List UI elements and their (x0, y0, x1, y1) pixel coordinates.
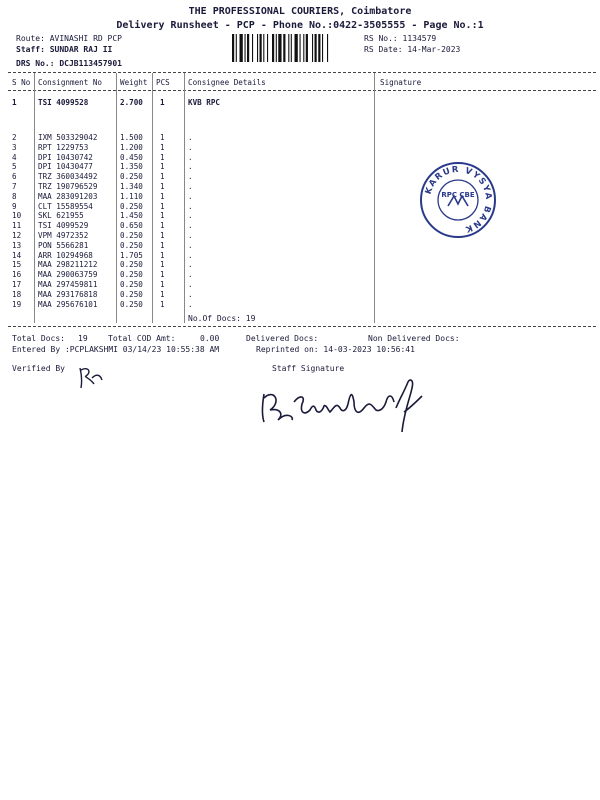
bank-seal-stamp (418, 160, 498, 240)
column-header-pcs: PCS (156, 78, 170, 87)
rs-date: RS Date: 14-Mar-2023 (364, 45, 461, 54)
table-row (0, 153, 600, 162)
table-row (0, 270, 600, 279)
row-consignee-details: . (188, 299, 193, 309)
no-of-docs: No.Of Docs: 19 (188, 314, 256, 323)
column-header-consignment: Consignment No (38, 78, 103, 87)
reprinted-on: Reprinted on: 14-03-2023 10:56:41 (256, 345, 415, 354)
row-consignee-details: KVB RPC (188, 98, 221, 107)
row-pcs: 1 (160, 260, 165, 270)
row-consignment-number: ARR 10294968 (38, 250, 93, 260)
row-consignment-number: MAA 290063759 (38, 270, 98, 280)
row-weight: 0.250 (120, 240, 143, 250)
row-weight: 0.250 (120, 172, 143, 182)
row-pcs: 1 (160, 201, 165, 211)
row-consignment-number: DPI 10430477 (38, 162, 93, 172)
row-consignment-number: MAA 295676101 (38, 299, 98, 309)
staff-signature-label: Staff Signature (272, 364, 345, 373)
table-row (0, 280, 600, 289)
svg-text:RPC CBE: RPC CBE (441, 191, 475, 199)
delivered-docs-label: Delivered Docs: (246, 334, 319, 343)
row-serial-number: 1 (12, 98, 17, 107)
row-consignment-number: VPM 4972352 (38, 231, 89, 240)
table-row (0, 290, 600, 299)
row-consignment-number: PON 5566281 (38, 240, 89, 250)
row-consignment-number: MAA 298211212 (38, 260, 98, 270)
row-pcs: 1 (160, 152, 165, 162)
row-consignee-details: . (188, 231, 193, 240)
row-pcs: 1 (160, 172, 165, 182)
row-consignment-number: DPI 10430742 (38, 152, 93, 162)
row-consignee-details: . (188, 270, 193, 280)
row-weight: 1.500 (120, 133, 143, 142)
table-row (0, 211, 600, 220)
row-consignment-number: SKL 621955 (38, 211, 84, 221)
row-pcs: 1 (160, 191, 165, 201)
row-pcs: 1 (160, 182, 165, 191)
barcode-image (232, 34, 356, 62)
row-pcs: 1 (160, 221, 165, 231)
row-serial-number: 17 (12, 280, 22, 289)
row-serial-number: 9 (12, 201, 17, 211)
table-row (0, 260, 600, 269)
row-weight: 0.250 (120, 231, 143, 240)
row-weight: 1.705 (120, 250, 143, 260)
rs-number: RS No.: 1134579 (364, 34, 437, 43)
total-docs-value: 19 (78, 334, 88, 343)
row-serial-number: 19 (12, 299, 22, 309)
table-row (0, 143, 600, 152)
row-pcs: 1 (160, 231, 165, 240)
row-consignee-details: . (188, 289, 193, 299)
row-pcs: 1 (160, 270, 165, 280)
table-row (0, 172, 600, 181)
row-weight: 0.250 (120, 299, 143, 309)
row-consignment-number: RPT 1229753 (38, 142, 89, 152)
row-pcs: 1 (160, 211, 165, 221)
row-consignee-details: . (188, 172, 193, 182)
row-serial-number: 5 (12, 162, 17, 172)
row-consignee-details: . (188, 240, 193, 250)
row-consignment-number: MAA 297459811 (38, 280, 98, 289)
row-weight: 0.250 (120, 289, 143, 299)
table-row (0, 182, 600, 191)
row-consignee-details: . (188, 162, 193, 172)
row-weight: 0.250 (120, 280, 143, 289)
row-serial-number: 2 (12, 133, 17, 142)
total-cod-value: 0.00 (200, 334, 220, 343)
row-consignment-number: TSI 4099529 (38, 221, 89, 231)
row-serial-number: 15 (12, 260, 22, 270)
row-pcs: 1 (160, 280, 165, 289)
table-row (0, 98, 600, 107)
row-consignee-details: . (188, 133, 193, 142)
row-serial-number: 18 (12, 289, 22, 299)
row-consignee-details: . (188, 201, 193, 211)
staff-text: Staff: SUNDAR RAJ II (16, 45, 113, 54)
row-serial-number: 12 (12, 231, 22, 240)
verified-by-label: Verified By (12, 364, 65, 373)
row-consignee-details: . (188, 142, 193, 152)
table-header-rule (8, 90, 596, 91)
row-serial-number: 14 (12, 250, 22, 260)
row-weight: 1.110 (120, 191, 143, 201)
column-header-sno: S No (12, 78, 31, 87)
row-weight: 0.450 (120, 152, 143, 162)
row-weight: 1.200 (120, 142, 143, 152)
column-header-signature: Signature (380, 78, 422, 87)
drs-number: DRS No.: DCJB113457901 (16, 59, 122, 68)
row-consignment-number: MAA 283091203 (38, 191, 98, 201)
row-consignee-details: . (188, 182, 193, 191)
row-serial-number: 3 (12, 142, 17, 152)
table-row (0, 221, 600, 230)
runsheet-subtitle: Delivery Runsheet - PCP - Phone No.:0422-3505555 - Page No.:1 (116, 20, 484, 31)
row-consignee-details: . (188, 280, 193, 289)
row-serial-number: 11 (12, 221, 22, 231)
table-row (0, 251, 600, 260)
total-cod-label: Total COD Amt: (108, 334, 176, 343)
row-weight: 0.650 (120, 221, 143, 231)
table-row (0, 300, 600, 309)
row-consignee-details: . (188, 260, 193, 270)
row-serial-number: 8 (12, 191, 17, 201)
staff-handwritten-signature (254, 372, 444, 436)
row-consignee-details: . (188, 152, 193, 162)
row-pcs: 1 (160, 162, 165, 172)
total-docs-label: Total Docs: (12, 334, 65, 343)
non-delivered-docs-label: Non Delivered Docs: (368, 334, 460, 343)
table-row (0, 192, 600, 201)
row-consignment-number: TRZ 360034492 (38, 172, 98, 182)
row-pcs: 1 (160, 98, 165, 107)
table-header-row (0, 78, 600, 87)
row-weight: 0.250 (120, 270, 143, 280)
document-title: THE PROFESSIONAL COURIERS, Coimbatore (188, 6, 412, 17)
table-row (0, 162, 600, 171)
row-pcs: 1 (160, 299, 165, 309)
column-header-weight: Weight (120, 78, 148, 87)
row-consignment-number: TSI 4099528 (38, 98, 89, 107)
row-serial-number: 10 (12, 211, 22, 221)
route-text: Route: AVINASHI RD PCP (16, 34, 122, 43)
row-serial-number: 13 (12, 240, 22, 250)
row-serial-number: 16 (12, 270, 22, 280)
row-weight: 1.450 (120, 211, 143, 221)
row-weight: 1.350 (120, 162, 143, 172)
row-pcs: 1 (160, 133, 165, 142)
row-consignment-number: TRZ 190796529 (38, 182, 98, 191)
table-row (0, 241, 600, 250)
row-consignee-details: . (188, 211, 193, 221)
row-consignment-number: IXM 503329042 (38, 133, 98, 142)
verifier-initial-signature (76, 364, 108, 390)
row-weight: 1.340 (120, 182, 143, 191)
table-row (0, 231, 600, 240)
row-pcs: 1 (160, 289, 165, 299)
row-pcs: 1 (160, 250, 165, 260)
row-consignee-details: . (188, 191, 193, 201)
row-weight: 0.250 (120, 260, 143, 270)
row-serial-number: 6 (12, 172, 17, 182)
table-row (0, 133, 600, 142)
row-consignment-number: CLT 15589554 (38, 201, 93, 211)
row-consignment-number: MAA 293176818 (38, 289, 98, 299)
row-pcs: 1 (160, 142, 165, 152)
row-weight: 2.700 (120, 98, 143, 107)
column-header-consignee: Consignee Details (188, 78, 266, 87)
table-row (0, 202, 600, 211)
row-pcs: 1 (160, 240, 165, 250)
row-consignee-details: . (188, 250, 193, 260)
table-top-rule (8, 72, 596, 73)
table-bottom-rule (8, 326, 596, 327)
svg-text:KARUR VYSYA BANK: KARUR VYSYA BANK (423, 164, 494, 235)
row-serial-number: 7 (12, 182, 17, 191)
row-weight: 0.250 (120, 201, 143, 211)
row-consignee-details: . (188, 221, 193, 231)
row-serial-number: 4 (12, 152, 17, 162)
entered-by: Entered By :PCPLAKSHMI 03/14/23 10:55:38 AM (12, 345, 220, 354)
